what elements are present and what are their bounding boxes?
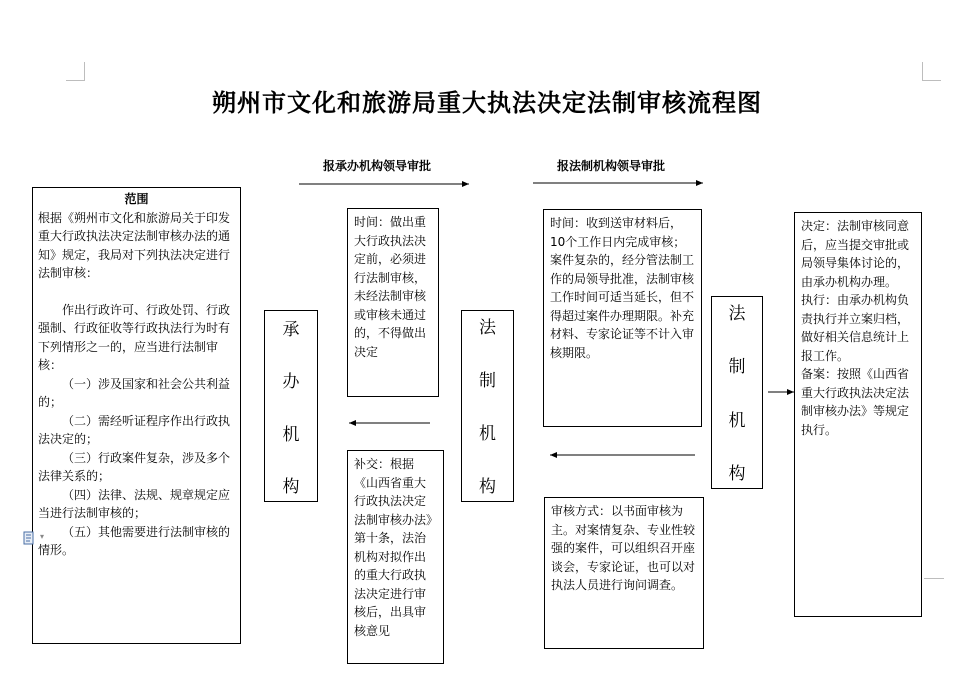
execution-text: 执行：由承办机构负责执行并立案归档，做好相关信息统计上报工作。 xyxy=(801,293,910,363)
supplement-box: 补交：根据《山西省重大行政执法决定法制审核办法》第十条，法治机构对拟作出的重大行政执法决定进行审核后，出具审核意见 xyxy=(347,450,444,664)
label-report-legal-leader: 报法制机构领导审批 xyxy=(557,159,666,173)
org-char: 机 xyxy=(479,424,496,444)
org-char: 法 xyxy=(479,318,496,338)
org-char: 机 xyxy=(282,424,300,445)
chevron-down-icon[interactable]: ▾ xyxy=(40,532,45,541)
org-char: 构 xyxy=(479,477,496,497)
org-char: 构 xyxy=(282,476,300,497)
time-box-approval: 时间：做出重大行政执法决定前，必须进行法制审核，未经法制审核或审核未通过的，不得做出决定 xyxy=(347,208,439,397)
scope-item: （一）涉及国家和社会公共利益的； xyxy=(38,376,231,409)
scope-lead: 作出行政许可、行政处罚、行政强制、行政征收等行政执法行为时有下列情形之一的，应当进行法制审核： xyxy=(38,302,231,372)
org-char: 制 xyxy=(479,371,496,391)
page-title: 朔州市文化和旅游局重大执法决定法制审核流程图 xyxy=(212,88,762,117)
scope-item: （四）法律、法规、规章规定应当进行法制审核的； xyxy=(38,487,231,520)
scope-item: （二）需经听证程序作出行政执法决定的； xyxy=(38,413,231,446)
org-char: 承 xyxy=(282,320,300,340)
time-box-review: 时间：收到送审材料后，10个工作日内完成审核；案件复杂的，经分管法制工作的局领导批准，法制审核工作时间可适当延长，但不得超过案件办理期限。补充材料、专家论证等不计入审核期限。 xyxy=(543,209,702,427)
org-char: 机 xyxy=(728,410,746,431)
label-report-undertaking-leader: 报承办机构领导审批 xyxy=(323,159,432,173)
review-method-box: 审核方式：以书面审核为主。对案情复杂、专业性较强的案件，可以组织召开座谈会，专家论证，也可以对执法人员进行询问调查。 xyxy=(544,497,704,649)
record-text: 备案：按照《山西省重大行政执法决定法制审核办法》等规定执行。 xyxy=(801,367,910,437)
org-char: 构 xyxy=(728,463,746,484)
scope-item: （五）其他需要进行法制审核的情形。 xyxy=(38,524,231,557)
scope-item: （三）行政案件复杂，涉及多个法律关系的； xyxy=(38,450,231,483)
scope-intro: 根据《朔州市文化和旅游局关于印发重大行政执法决定法制审核办法的通知》规定，我局对下列执法决定进行法制审核： xyxy=(38,210,231,280)
org-char: 办 xyxy=(282,372,300,393)
org-char: 法 xyxy=(728,304,746,324)
scope-heading: 范围 xyxy=(124,192,149,206)
org-char: 制 xyxy=(728,357,746,378)
decision-text: 决定：法制审核同意后，应当提交审批或局领导集体讨论的，由承办机构办理。 xyxy=(801,219,910,289)
